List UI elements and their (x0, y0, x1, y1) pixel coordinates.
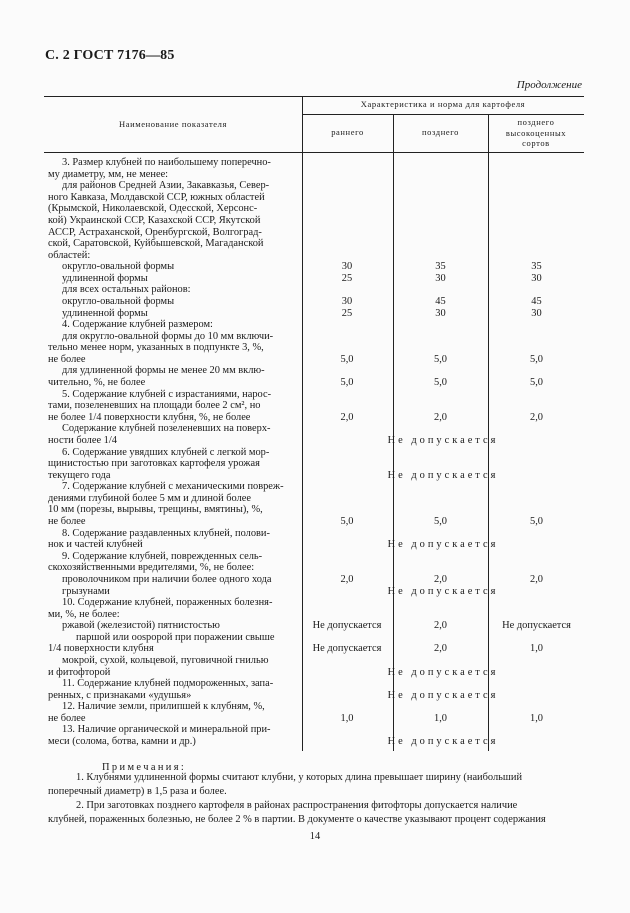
row-value-1: 5,0 (340, 516, 354, 527)
row-label: не более (48, 712, 86, 724)
page-header: С. 2 ГОСТ 7176—85 (45, 48, 175, 63)
row-value-1: 5,0 (340, 353, 354, 365)
row-label: чительно, %, не более (48, 377, 146, 388)
row-value-3: 45 (531, 296, 542, 307)
row-value-3: 2,0 (530, 573, 543, 585)
row-label: щинистостью при заготовках картофеля урожая (48, 458, 260, 470)
row-value-1: 30 (341, 261, 353, 273)
table-row (0, 227, 630, 238)
row-label: (Крымской, Николаевской, Одесской, Херсонс- (48, 203, 258, 215)
table-row (0, 528, 630, 539)
row-value-1: 25 (341, 272, 353, 284)
col-header-late-valuable-l2: высокоценных (505, 127, 567, 138)
table-row (0, 655, 630, 666)
col-header-early: раннего (331, 127, 364, 137)
table-top-rule (44, 96, 584, 97)
row-label: не более (48, 516, 86, 527)
row-label: проволочником при наличии более одного хода (62, 573, 272, 585)
table-row (0, 713, 630, 724)
table-row (0, 377, 630, 388)
row-value-2: 30 (435, 307, 446, 319)
row-value-3: Не допускается (502, 620, 571, 632)
row-label: не более (48, 353, 86, 365)
col-header-late: позднего (422, 127, 459, 137)
table-row (0, 180, 630, 191)
note-2-line-1: 2. При заготовках позднего картофеля в районах распространения фитофторы допускается наличие (76, 800, 518, 811)
table-row (0, 504, 630, 515)
row-value-1: 2,0 (340, 573, 354, 585)
table-row (0, 551, 630, 562)
note-1-line-1: 1. Клубнями удлиненной формы считают клубни, у которых длина превышает ширину (наибольший (76, 772, 523, 783)
table-row (0, 273, 630, 284)
row-value-3: 30 (531, 272, 542, 284)
row-label: 11. Содержание клубней подмороженных, запа- (62, 678, 274, 690)
row-label: 10 мм (порезы, вырывы, трещины, вмятины), %, (48, 504, 263, 516)
col-header-late-valuable (488, 117, 584, 149)
table-row (0, 632, 630, 643)
row-value-2: 5,0 (434, 377, 447, 388)
row-value-1: Не допускается (312, 643, 382, 655)
table-row (0, 586, 630, 597)
col-header-name: Наименование показателя (118, 119, 227, 129)
row-value-spanning: Не допускается (387, 539, 499, 551)
note-2-cont: клубней, пораженных болезнью, не более 2 % в партии. В документе о качестве указывают процент содержания (48, 814, 546, 825)
row-value-2: 45 (435, 296, 446, 307)
continuation-label: Продолжение (516, 79, 582, 91)
table-row (0, 470, 630, 481)
row-value-3: 5,0 (530, 353, 543, 365)
row-value-2: 2,0 (434, 573, 447, 585)
note-1 (48, 770, 583, 785)
row-label: 12. Наличие земли, прилипшей к клубням, %, (62, 701, 265, 713)
table-row (0, 238, 630, 249)
row-value-2: 2,0 (434, 411, 447, 423)
row-label: 6. Содержание увядших клубней с легкой мор- (62, 446, 270, 458)
row-value-2: 30 (435, 272, 446, 284)
row-label: ности более 1/4 (48, 434, 117, 446)
table-row (0, 458, 630, 469)
row-label: 1/4 поверхности клубня (48, 643, 154, 655)
table-head-bottom-rule (44, 152, 584, 153)
row-label: 10. Содержание клубней, пораженных болезня- (62, 597, 273, 608)
table-row (0, 400, 630, 411)
row-label: текущего года (48, 469, 111, 481)
row-label: 3. Размер клубней по наибольшему поперечно- (62, 157, 271, 168)
col-header-late-valuable-l3: сортов (522, 138, 550, 148)
page-number: 14 (309, 831, 321, 842)
table-row (0, 389, 630, 400)
table-row (0, 736, 630, 747)
table-row (0, 620, 630, 631)
col-header-late-valuable-l1: позднего (517, 117, 555, 127)
row-label: паршой или оospорой при поражении свыше (76, 631, 275, 643)
table-row (0, 284, 630, 295)
table-row (0, 701, 630, 712)
row-label: тельно менее норм, указанных в подпункте 3, %, (48, 342, 264, 354)
row-label: АССР, Астраханской, Оренбургской, Волгоград- (48, 226, 262, 238)
row-label: удлиненной формы (62, 272, 148, 284)
row-value-3: 30 (531, 307, 542, 319)
row-label: ржавой (железистой) пятнистостью (62, 620, 220, 632)
row-value-1: Не допускается (312, 620, 382, 632)
row-value-3: 1,0 (530, 643, 543, 655)
row-label: дениями глубиной более 5 мм и длиной более (48, 492, 252, 504)
row-label: для районов Средней Азии, Закавказья, Север- (62, 180, 270, 192)
table-row (0, 574, 630, 585)
note-1-cont: поперечный диаметр) в 1,5 раза и более. (48, 786, 227, 797)
row-label: 13. Наличие органической и минеральной при- (62, 724, 271, 736)
table-row (0, 667, 630, 678)
row-label: округло-овальной формы (62, 261, 175, 273)
row-label: для округло-овальной формы до 10 мм включи- (62, 330, 274, 342)
col-header-group: Характеристика и норма для картофеля (360, 99, 526, 109)
table-row (0, 493, 630, 504)
row-label: ренных, с признаками «удушья» (48, 689, 192, 701)
table-row (0, 690, 630, 701)
row-value-3: 5,0 (530, 377, 543, 388)
table-row (0, 447, 630, 458)
row-value-1: 25 (341, 307, 353, 319)
row-value-3: 35 (531, 261, 542, 273)
row-value-2: 5,0 (434, 353, 447, 365)
row-value-spanning: Не допускается (387, 434, 499, 446)
table-row (0, 562, 630, 573)
row-value-2: 2,0 (434, 620, 447, 632)
row-value-2: 2,0 (434, 643, 447, 655)
row-label: нок и частей клубней (48, 539, 143, 551)
table-row (0, 481, 630, 492)
table-row (0, 331, 630, 342)
table-row (0, 203, 630, 214)
row-label: мокрой, сухой, кольцевой, пуговичной гнилью (62, 654, 269, 666)
row-label: для удлиненной формы не менее 20 мм вклю- (62, 365, 265, 377)
row-label: скохозяйственными вредителями, %, не более: (48, 562, 255, 574)
row-label: тами, позеленевших на площади более 2 см², но (48, 400, 261, 412)
row-value-spanning: Не допускается (387, 736, 499, 747)
row-value-1: 5,0 (340, 377, 354, 388)
row-label: областей: (48, 249, 91, 261)
table-row (0, 169, 630, 180)
row-label: удлиненной формы (62, 307, 148, 319)
row-label: кой) Украинской ССР, Казахской ССР, Якутской (48, 214, 261, 226)
row-value-3: 5,0 (530, 516, 543, 527)
row-label: 8. Содержание раздавленных клубней, полови- (62, 527, 270, 539)
note-2 (48, 798, 583, 813)
table-row (0, 365, 630, 376)
table-row (0, 724, 630, 735)
row-value-spanning: Не допускается (387, 666, 499, 678)
table-row (0, 423, 630, 434)
row-label: 4. Содержание клубней размером: (62, 319, 213, 331)
group-head-rule (302, 114, 584, 115)
row-label: меси (солома, ботва, камни и др.) (48, 736, 196, 747)
table-row (0, 342, 630, 353)
table-row (0, 597, 630, 608)
row-label: 5. Содержание клубней с израстаниями, нарос- (62, 388, 272, 400)
row-value-1: 2,0 (340, 411, 354, 423)
row-label: 9. Содержание клубней, поврежденных сель- (62, 550, 263, 562)
row-label: не более 1/4 поверхности клубня, %, не более (48, 411, 251, 423)
row-value-spanning: Не допускается (387, 689, 499, 701)
row-value-1: 1,0 (340, 712, 354, 724)
row-value-2: 5,0 (434, 516, 447, 527)
table-row (0, 192, 630, 203)
row-label: ми, %, не более: (48, 608, 120, 620)
notes-title: Примечания: (102, 762, 187, 773)
row-label: ской, Саратовской, Куйбышевской, Магаданской (48, 238, 264, 250)
table-row (0, 215, 630, 226)
row-value-3: 2,0 (530, 411, 543, 423)
table-row (0, 609, 630, 620)
row-label: и фитофторой (48, 666, 111, 678)
row-label: грызунами (62, 585, 110, 597)
row-label: му диаметру, мм, не менее: (48, 168, 169, 180)
row-value-3: 1,0 (530, 712, 543, 724)
row-label: 7. Содержание клубней с механическими повреж- (62, 481, 284, 493)
row-value-2: 1,0 (434, 712, 447, 724)
row-value-spanning: Не допускается (387, 585, 499, 597)
table-row (0, 435, 630, 446)
row-label: ного Кавказа, Молдавской ССР, южных областей (48, 191, 265, 203)
table-row (0, 319, 630, 330)
row-value-1: 30 (341, 296, 353, 307)
table-row (0, 539, 630, 550)
row-value-spanning: Не допускается (387, 469, 499, 481)
row-value-2: 35 (435, 261, 446, 273)
table-row (0, 354, 630, 365)
table-row (0, 157, 630, 168)
table-row (0, 308, 630, 319)
table-row (0, 250, 630, 261)
table-row (0, 678, 630, 689)
row-label: округло-овальной формы (62, 296, 175, 307)
table-row (0, 516, 630, 527)
table-row (0, 643, 630, 654)
table-row (0, 261, 630, 272)
row-label: Содержание клубней позеленевших на поверх- (62, 423, 271, 435)
table-row (0, 296, 630, 307)
row-label: для всех остальных районов: (62, 284, 191, 296)
table-row (0, 412, 630, 423)
